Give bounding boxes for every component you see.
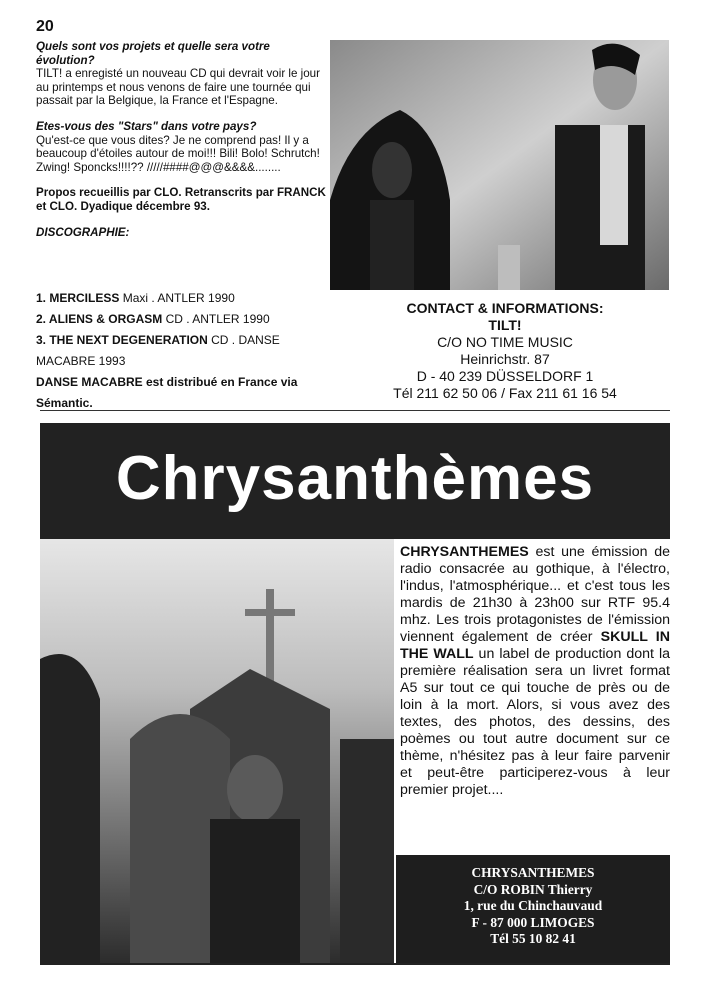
page-number: 20 (36, 18, 54, 35)
contact-block (360, 300, 650, 402)
article-lead: CHRYSANTHEMES (400, 544, 529, 560)
discography-item: 2. ALIENS & ORGASM CD . ANTLER 1990 (36, 312, 270, 326)
question-2: Etes-vous des "Stars" dans votre pays? (36, 119, 257, 133)
banner-title: Chrysanthèmes (115, 444, 595, 513)
bottom-rule (40, 963, 670, 965)
contact-line: Heinrichstr. 87 (460, 351, 550, 367)
question-1: Quels sont vos projets et quelle sera votre évolution? (36, 40, 270, 67)
distribution-note: DANSE MACABRE est distribué en France via Sémantic. (36, 375, 298, 410)
band-photo (330, 40, 669, 290)
title-banner (40, 423, 670, 539)
answer-2: Qu'est-ce que vous dites? Je ne comprend pas! Il y a beaucoup d'étoiles autour de moi!!! Bili! Bolo! Schrutch! Zwing! Sponcks!!!!?? /////####@@@&&&&........ (36, 133, 320, 174)
discography-heading: DISCOGRAPHIE: (36, 225, 130, 239)
address-line: F - 87 000 LIMOGES (471, 914, 595, 930)
address-box (396, 855, 670, 963)
cemetery-photo-graphic (40, 539, 394, 963)
contact-heading: CONTACT & INFORMATIONS: (406, 300, 604, 316)
answer-1: TILT! a enregisté un nouveau CD qui devrait voir le jour au printemps et nous venons de faire une tournée qui passait par la Belgique, la France et l'Espagne. (36, 67, 320, 108)
contact-line: D - 40 239 DÜSSELDORF 1 (416, 368, 594, 384)
address-line: 1, rue du Chinchauvaud (463, 898, 603, 913)
contact-name: TILT! (488, 317, 522, 333)
discography-list (36, 288, 336, 414)
band-photo-graphic (330, 40, 669, 290)
interview-text (36, 40, 328, 253)
discography-item: 3. THE NEXT DEGENERATION CD . DANSE MACABRE 1993 (36, 333, 280, 368)
label-name: SKULL IN THE WALL (400, 629, 670, 662)
section-divider (40, 410, 670, 411)
article-text: CHRYSANTHEMES est une émission de radio consacrée au gothique, à l'électro, l'indus, l'atmosphérique... et c'est tous les mardis de 21h30 à 23h00 sur RTF 95.4 mhz. Les trois protagonistes de l'émission viennent également de créer SKULL IN THE WALL un label de production dont la première réalisation sera un livret format A5 sur tout ce qui touche de près ou de loin à la mort. Alors, si vous avez des textes, des photos, des dessins, des poèmes ou tout autre document sur ce thème, n'hésitez pas à leur faire parvenir et peut-être participerez-vous à leur premier projet.... (400, 544, 670, 798)
address-line: C/O ROBIN Thierry (473, 881, 593, 897)
credits: Propos recueillis par CLO. Retranscrits par FRANCK et CLO. Dyadique décembre 93. (36, 186, 326, 213)
contact-line: Tél 211 62 50 06 / Fax 211 61 16 54 (393, 385, 617, 401)
address-line: Tél 55 10 82 41 (490, 931, 576, 946)
discography-item: 1. MERCILESS Maxi . ANTLER 1990 (36, 291, 235, 305)
contact-line: C/O NO TIME MUSIC (437, 334, 573, 350)
address-name: CHRYSANTHEMES (471, 865, 595, 880)
cemetery-photo (40, 539, 394, 963)
